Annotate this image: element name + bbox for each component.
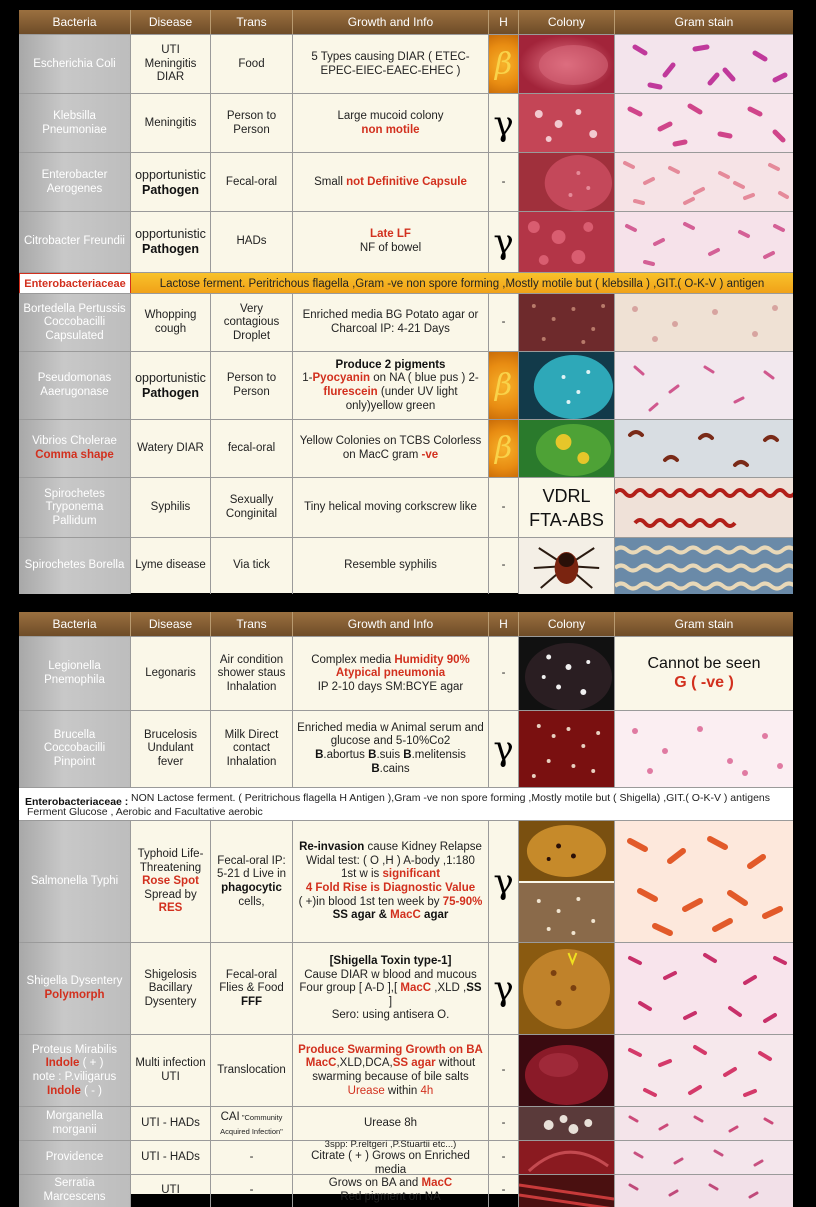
gram-stain-image	[615, 478, 793, 538]
header-bacteria: Bacteria	[19, 10, 131, 34]
header-gram: Gram stain	[674, 617, 734, 631]
trans-cell: HADs	[211, 212, 293, 272]
band-label: Enterobacteriaceae :	[25, 796, 129, 808]
bacteria-name: Escherichia Coli	[19, 35, 131, 94]
header-colony: Colony	[519, 612, 615, 636]
bacteria-name: Proteus Mirabilis Indole ( + ) note : P.viligarus Indole ( - )	[19, 1035, 131, 1107]
bacteria-name: Shigella Dysentery Polymorph	[19, 943, 131, 1035]
bacteria-name: Pseudomonas Aaerugonase	[19, 352, 131, 420]
band-text: Lactose ferment. Peritrichous flagella ,Gram -ve non spore forming ,Mostly motile but ( klebsilla ) ,GIT.( O-K-V ) antigen	[159, 277, 765, 290]
info-cell: Tiny helical moving corkscrew like	[293, 478, 489, 538]
colony-image	[519, 294, 615, 352]
hemolysis-cell: -	[489, 538, 519, 594]
gram-stain-note: Cannot be seen G ( -ve )	[647, 655, 761, 691]
hemolysis-cell: -	[489, 1107, 519, 1141]
table-row	[19, 636, 793, 711]
disease-cell: opportunistic Pathogen	[131, 212, 211, 272]
info-cell: Re-invasion cause Kidney Relapse Widal test: ( O ,H ) A-body ,1:180 1st w is significant 4 Fold Rise is Diagnostic Value ( +)in blood 1st ten week by 75-90% SS agar & MacC agar	[293, 821, 489, 943]
trans-cell: Sexually Conginital	[211, 478, 293, 538]
colony-tests: VDRL FTA-ABS	[519, 478, 615, 538]
non-lactose-band	[19, 787, 793, 821]
table-row	[19, 419, 793, 478]
table-header	[19, 612, 793, 636]
hemolysis-cell: -	[489, 637, 519, 711]
info-cell: Urease 8h	[293, 1107, 489, 1141]
colony-image	[519, 212, 615, 272]
disease-cell: Brucelosis Undulant fever	[131, 711, 211, 787]
hemolysis-cell: -	[489, 478, 519, 538]
info-cell: 3spp: P.reltgeri ,P.Stuartii etc...) Citrate ( + ) Grows on Enriched media	[293, 1141, 489, 1175]
info-cell: Enriched media w Animal serum and glucose and 5-10%Co2 B.abortus B.suis B.melitensis B.cains	[293, 711, 489, 787]
trans-cell: -	[211, 1175, 293, 1207]
colony-image	[519, 35, 615, 94]
table-row	[19, 942, 793, 1035]
bacteria-name: Serratia Marcescens	[19, 1175, 131, 1207]
table-header	[19, 10, 793, 34]
table-row	[19, 820, 793, 943]
header-h: H	[489, 10, 519, 34]
table-panel-1	[19, 10, 793, 593]
info-cell: Enriched media BG Potato agar or Charcoal IP: 4-21 Days	[293, 294, 489, 352]
gamma-hemolysis-icon: γ	[493, 729, 514, 769]
colony-image	[519, 1035, 615, 1107]
hemolysis-cell: -	[489, 1141, 519, 1175]
info-cell: Produce 2 pigments 1-Pyocyanin on NA ( blue pus ) 2-flurescein (under UV light only)yellow green	[293, 352, 489, 420]
info-cell: Small not Definitive Capsule	[293, 153, 489, 212]
table-row	[19, 211, 793, 272]
header-growth: Growth and Info	[293, 10, 489, 34]
info-cell: Resemble syphilis	[293, 538, 489, 594]
table-row	[19, 351, 793, 420]
hemolysis-cell: -	[489, 1035, 519, 1107]
colony-image	[519, 637, 615, 711]
bacteria-name: Bortedella Pertussis Coccobacilli Capsulated	[19, 294, 131, 352]
trans-cell: Person to Person	[211, 94, 293, 153]
table-row	[19, 710, 793, 787]
trans-cell: Food	[211, 35, 293, 94]
header-disease: Disease	[131, 612, 211, 636]
gram-stain-image	[615, 1035, 793, 1107]
gram-stain-image	[615, 35, 793, 94]
hemolysis-cell: -	[489, 153, 519, 212]
bacteria-name: Brucella Coccobacilli Pinpoint	[19, 711, 131, 787]
bacteria-name: Citrobacter Freundii	[19, 212, 131, 272]
table-row	[19, 1034, 793, 1107]
colony-image	[519, 711, 615, 787]
table-row	[19, 1106, 793, 1141]
info-cell: Produce Swarming Growth on BA MacC,XLD,DCA,SS agar without swarming because of bile salts Urease within 4h	[293, 1035, 489, 1107]
disease-cell: Whopping cough	[131, 294, 211, 352]
gram-stain-image	[615, 1107, 793, 1141]
disease-cell: Syphilis	[131, 478, 211, 538]
gram-stain-image	[615, 1141, 793, 1175]
gram-stain-image	[615, 711, 793, 787]
bacteria-name: Enterobacter Aerogenes	[19, 153, 131, 212]
trans-cell: Translocation	[211, 1035, 293, 1107]
header-h: H	[489, 612, 519, 636]
hemolysis-cell	[489, 94, 519, 153]
header-growth: Growth and Info	[293, 612, 489, 636]
gamma-hemolysis-icon: γ	[493, 103, 514, 144]
table-row	[19, 537, 793, 594]
beta-hemolysis-icon: β	[489, 352, 518, 420]
gram-stain-image	[615, 943, 793, 1035]
table-row	[19, 293, 793, 352]
trans-cell: Person to Person	[211, 352, 293, 420]
info-cell: Yellow Colonies on TCBS Colorless on MacC gram -ve	[293, 420, 489, 478]
gram-stain-image	[615, 1175, 793, 1207]
table-row	[19, 1140, 793, 1175]
tick-image	[519, 538, 615, 594]
info-cell: Large mucoid colony non motile	[293, 94, 489, 153]
colony-image	[519, 1107, 615, 1141]
hemolysis-cell	[489, 35, 519, 94]
band-label: Enterobacteriaceae	[19, 273, 131, 294]
table-row	[19, 34, 793, 94]
bacteria-name: Vibrios Cholerae Comma shape	[19, 420, 131, 478]
beta-hemolysis-icon: β	[489, 420, 518, 478]
table-row	[19, 93, 793, 153]
header-disease: Disease	[131, 10, 211, 34]
hemolysis-cell	[489, 943, 519, 1035]
disease-cell: Shigelosis Bacillary Dysentery	[131, 943, 211, 1035]
bacteria-name: Morganella morganii	[19, 1107, 131, 1141]
header-gram: Gram stain	[674, 15, 734, 29]
bacteria-name: Spirochetes Tryponema Pallidum	[19, 478, 131, 538]
header-trans: Trans	[211, 10, 293, 34]
trans-cell: Very contagious Droplet	[211, 294, 293, 352]
info-cell: [Shigella Toxin type-1] Cause DIAR w blood and mucous Four group [ A-D ],[ MacC ,XLD ,SS ] Sero: using antisera O.	[293, 943, 489, 1035]
hemolysis-cell: -	[489, 1175, 519, 1207]
table-row	[19, 477, 793, 538]
colony-image	[519, 943, 615, 1035]
table-row	[19, 1174, 793, 1207]
gamma-hemolysis-icon: γ	[493, 969, 514, 1009]
hemolysis-cell: -	[489, 294, 519, 352]
bacteria-name: Legionella Pnemophila	[19, 637, 131, 711]
trans-cell: CAI "Community Acquired Infection"	[211, 1107, 293, 1141]
header-bacteria: Bacteria	[19, 612, 131, 636]
hemolysis-cell	[489, 212, 519, 272]
bacteria-name: Spirochetes Borella	[19, 538, 131, 594]
trans-cell: Air condition shower staus Inhalation	[211, 637, 293, 711]
gram-stain-image	[615, 420, 793, 478]
gamma-hemolysis-icon: γ	[493, 862, 514, 902]
gamma-hemolysis-icon: γ	[493, 222, 514, 262]
trans-cell: -	[211, 1141, 293, 1175]
colony-image	[519, 1141, 615, 1175]
hemolysis-cell	[489, 420, 519, 478]
beta-hemolysis-icon: β	[489, 35, 518, 94]
disease-cell: Watery DIAR	[131, 420, 211, 478]
hemolysis-cell	[489, 711, 519, 787]
gram-stain-image	[615, 352, 793, 420]
disease-cell: Meningitis	[131, 94, 211, 153]
band-text: NON Lactose ferment. ( Peritrichous flagella H Antigen ),Gram -ve non spore forming ,Mostly motile but ( Shigella) ,GIT.( O-K-V ) antigens Ferment Glucose , Aerobic and Facultative aerobic	[27, 792, 770, 818]
table-panel-2	[19, 612, 793, 1203]
disease-cell: opportunistic Pathogen	[131, 352, 211, 420]
disease-cell: Typhoid Life-Threatening Rose Spot Spread by RES	[131, 821, 211, 943]
hemolysis-cell	[489, 821, 519, 943]
info-cell: Grows on BA and MacC Red pigment on NA	[293, 1175, 489, 1207]
colony-image	[519, 821, 615, 943]
colony-image	[519, 420, 615, 478]
colony-image	[519, 1175, 615, 1207]
bacteria-name: Klebsilla Pneumoniae	[19, 94, 131, 153]
trans-cell: fecal-oral	[211, 420, 293, 478]
trans-cell: Milk Direct contact Inhalation	[211, 711, 293, 787]
info-cell: Late LF NF of bowel	[293, 212, 489, 272]
trans-cell: Via tick	[211, 538, 293, 594]
hemolysis-cell	[489, 352, 519, 420]
gram-stain-image	[615, 821, 793, 943]
disease-cell: Legonaris	[131, 637, 211, 711]
enterobacteriaceae-band	[19, 272, 793, 294]
disease-cell: opportunistic Pathogen	[131, 153, 211, 212]
bacteria-name: Salmonella Typhi	[19, 821, 131, 943]
gram-stain-image	[615, 94, 793, 153]
table-row	[19, 152, 793, 212]
disease-cell: UTI Meningitis DIAR	[131, 35, 211, 94]
gram-stain-image	[615, 212, 793, 272]
disease-cell: UTI - HADs	[131, 1107, 211, 1141]
colony-image	[519, 352, 615, 420]
trans-cell: Fecal-oral	[211, 153, 293, 212]
header-trans: Trans	[211, 612, 293, 636]
info-cell: Complex media Humidity 90% Atypical pneumonia IP 2-10 days SM:BCYE agar	[293, 637, 489, 711]
gram-stain-image	[615, 538, 793, 594]
gram-stain-image	[615, 153, 793, 212]
gram-stain-image	[615, 294, 793, 352]
trans-cell: Fecal-oral Flies & Food FFF	[211, 943, 293, 1035]
disease-cell: Multi infection UTI	[131, 1035, 211, 1107]
disease-cell: UTI	[131, 1175, 211, 1207]
colony-image	[519, 153, 615, 212]
header-colony: Colony	[519, 10, 615, 34]
bacteria-name: Providence	[19, 1141, 131, 1175]
disease-cell: UTI - HADs	[131, 1141, 211, 1175]
colony-image	[519, 94, 615, 153]
disease-cell: Lyme disease	[131, 538, 211, 594]
info-cell: 5 Types causing DIAR ( ETEC-EPEC-EIEC-EAEC-EHEC )	[293, 35, 489, 94]
trans-cell: Fecal-oral IP: 5-21 d Live in phagocytic cells,	[211, 821, 293, 943]
